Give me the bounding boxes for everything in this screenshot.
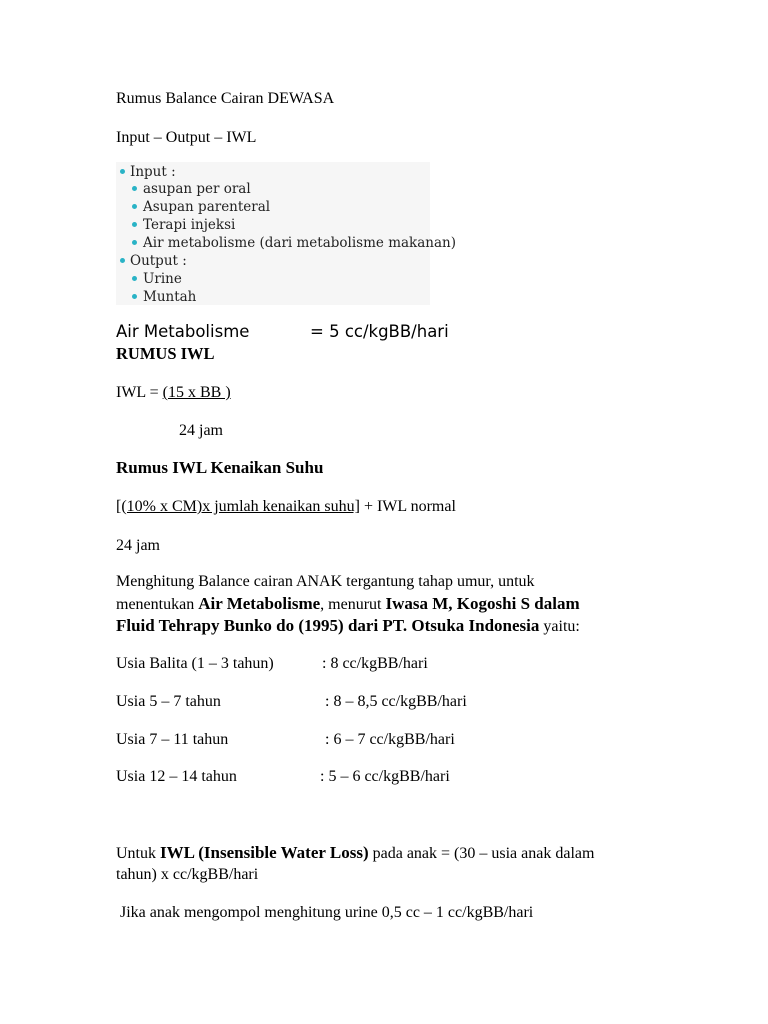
text: yaitu: — [539, 618, 580, 635]
air-metabolisme-bold: Air Metabolisme — [198, 594, 321, 613]
iwl-prefix: IWL = — [116, 384, 163, 401]
input-label: Input : — [130, 164, 176, 180]
iwl-anak-line-2: tahun) x cc/kgBB/hari — [116, 866, 259, 883]
input-item: Terapi injeksi — [143, 217, 236, 233]
anak-line-2 — [116, 593, 580, 616]
output-label: Output : — [130, 253, 187, 269]
age-value: : 5 – 6 cc/kgBB/hari — [320, 768, 450, 785]
output-item: Muntah — [143, 289, 197, 305]
text: pada anak = (30 – usia anak dalam — [368, 845, 595, 862]
iwl-suhu-denominator: 24 jam — [116, 537, 160, 554]
age-value: : 8 cc/kgBB/hari — [322, 655, 428, 672]
input-item: Air metabolisme (dari metabolisme makanan) — [143, 235, 456, 251]
iwl-formula — [116, 383, 231, 402]
anak-line-1: Menghitung Balance cairan ANAK tergantung tahap umur, untuk — [116, 573, 535, 590]
age-value: : 6 – 7 cc/kgBB/hari — [325, 731, 455, 748]
iwl-suhu-numerator: [(10% x CM)x jumlah kenaikan suhu] — [116, 498, 360, 515]
bullet-icon — [132, 276, 137, 281]
iwl-denominator: 24 jam — [179, 422, 223, 439]
iwl-anak-bold: IWL (Insensible Water Loss) — [160, 843, 369, 862]
age-label: Usia 12 – 14 tahun — [116, 768, 237, 785]
rumus-iwl-heading: RUMUS IWL — [116, 344, 215, 363]
bullet-icon — [132, 186, 137, 191]
age-label: Usia 7 – 11 tahun — [116, 731, 229, 748]
iwl-suhu-suffix: + IWL normal — [359, 498, 456, 515]
source-bold: Fluid Tehrapy Bunko do (1995) dari PT. Otsuka Indonesia — [116, 616, 540, 635]
formula-main: Input – Output – IWL — [116, 129, 257, 146]
air-metabolisme-value: = 5 cc/kgBB/hari — [310, 322, 449, 341]
iwl-anak-line-1 — [116, 842, 594, 865]
age-value: : 8 – 8,5 cc/kgBB/hari — [325, 693, 467, 710]
output-bullet-icon — [120, 258, 125, 263]
bullet-icon — [132, 240, 137, 245]
input-item: Asupan parenteral — [143, 199, 271, 215]
document-title: Rumus Balance Cairan DEWASA — [116, 90, 335, 107]
age-label: Usia 5 – 7 tahun — [116, 693, 221, 710]
author-bold: Iwasa M, Kogoshi S dalam — [385, 594, 580, 613]
text: menentukan — [116, 596, 199, 613]
bullet-icon — [132, 222, 137, 227]
text: Untuk — [116, 845, 160, 862]
anak-line-3 — [116, 615, 580, 638]
input-output-box — [116, 162, 456, 305]
bullet-icon — [132, 204, 137, 209]
iwl-suhu-heading: Rumus IWL Kenaikan Suhu — [116, 458, 324, 477]
iwl-numerator: (15 x BB ) — [162, 384, 231, 401]
iwl-suhu-formula — [116, 497, 456, 516]
input-item: asupan per oral — [143, 181, 251, 197]
output-item: Urine — [143, 271, 182, 287]
age-label: Usia Balita (1 – 3 tahun) — [116, 655, 274, 672]
input-bullet-icon — [120, 169, 125, 174]
bullet-icon — [132, 294, 137, 299]
text: , menurut — [320, 596, 386, 613]
air-metabolisme-label: Air Metabolisme — [116, 322, 250, 341]
mengompol-note: Jika anak mengompol menghitung urine 0,5 cc – 1 cc/kgBB/hari — [116, 904, 534, 921]
